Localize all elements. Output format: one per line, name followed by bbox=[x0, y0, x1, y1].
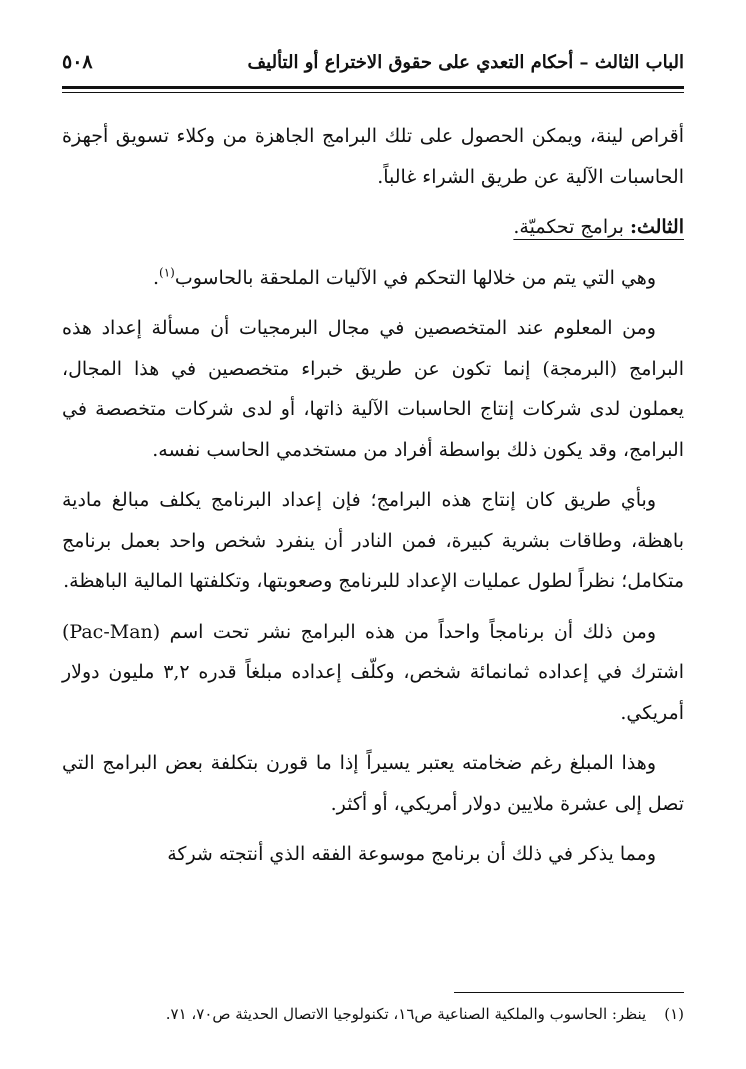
page-number: ٥٠٨ bbox=[62, 51, 93, 73]
footnote-separator bbox=[454, 992, 684, 993]
footnote-text: ينظر: الحاسوب والملكية الصناعية ص١٦، تكنولوجيا الاتصال الحديثة ص٧٠، ٧١. bbox=[165, 1005, 647, 1023]
header-rule-thick bbox=[62, 86, 684, 89]
paragraph-5: ومن ذلك أن برنامجاً واحداً من هذه البرامج نشر تحت اسم (Pac-Man) اشترك في إعداده ثمانمائة شخص، وكلّف إعداده مبلغاً قدره ٣,٢ مليون دولار أمريكي. bbox=[62, 620, 684, 724]
paragraph-2 bbox=[62, 258, 684, 299]
paragraph-2-text: وهي التي يتم من خلالها التحكم في الآليات الملحقة بالحاسوب bbox=[174, 266, 656, 289]
paragraph-2-end: . bbox=[152, 266, 160, 289]
footnote bbox=[62, 1002, 684, 1026]
paragraph-7: ومما يذكر في ذلك أن برنامج موسوعة الفقه الذي أنتجته شركة bbox=[167, 843, 656, 865]
body-text bbox=[62, 116, 684, 885]
paragraph-4: وبأي طريق كان إنتاج هذه البرامج؛ فإن إعداد البرنامج يكلف مبالغ مادية باهظة، وطاقات بشرية كبيرة، فمن النادر أن ينفرد شخص واحد بعمل برنامج متكامل؛ نظراً لطول عمليات الإعداد للبرنامج وصعوبتها، وتكلفتها المالية الباهظة. bbox=[62, 489, 684, 592]
running-header bbox=[62, 42, 684, 82]
paragraph-1: أقراص لينة، ويمكن الحصول على تلك البرامج الجاهزة من وكلاء تسويق أجهزة الحاسبات الآلية عن طريق الشراء غالباً. bbox=[62, 125, 684, 188]
section-heading bbox=[62, 207, 684, 248]
section-heading-label: الثالث: bbox=[629, 216, 684, 238]
paragraph-3: ومن المعلوم عند المتخصصين في مجال البرمجيات أن مسألة إعداد هذه البرامج (البرمجة) إنما تكون عن طريق خبراء متخصصين في هذا المجال، يعملون لدى شركات إنتاج الحاسبات الآلية ذاتها، أو لدى شركات متخصصة في البرامج، وقد يكون ذلك بواسطة أفراد من مستخدمي الحاسب نفسه. bbox=[62, 317, 684, 461]
header-title: الباب الثالث – أحكام التعدي على حقوق الاختراع أو التأليف bbox=[247, 51, 684, 73]
header-rule-thin bbox=[62, 92, 684, 93]
footnote-marker: (١) bbox=[159, 265, 175, 280]
paragraph-6: وهذا المبلغ رغم ضخامته يعتبر يسيراً إذا ما قورن بتكلفة بعض البرامج التي تصل إلى عشرة ملايين دولار أمريكي، أو أكثر. bbox=[62, 752, 684, 815]
footnote-number: (١) bbox=[664, 1005, 684, 1023]
section-heading-title: برامج تحكميّة. bbox=[513, 216, 630, 238]
